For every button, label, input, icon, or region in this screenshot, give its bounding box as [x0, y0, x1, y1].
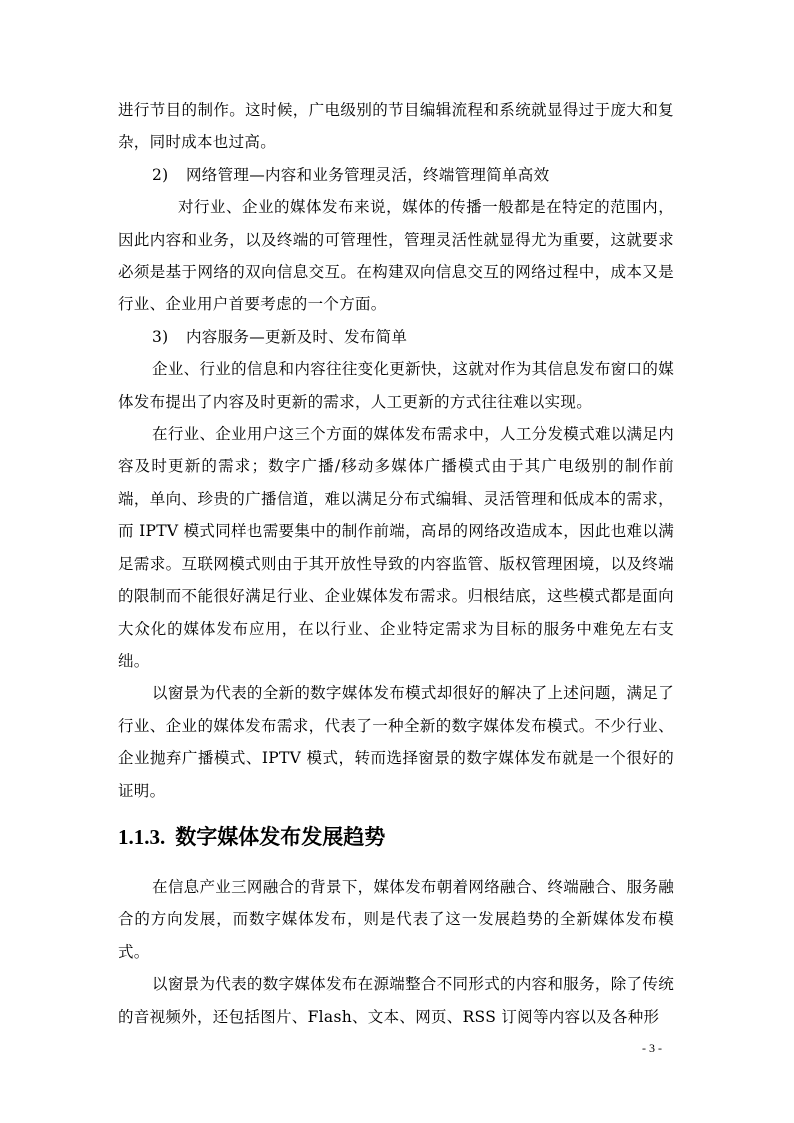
- page-number: - 3 -: [642, 1041, 662, 1055]
- paragraph-continued: 进行节目的制作。这时候，广电级别的节目编辑流程和系统就显得过于庞大和复杂，同时成本也过高。: [118, 101, 674, 152]
- list-item-2: [118, 159, 674, 191]
- paragraph: 以窗景为代表的全新的数字媒体发布模式却很好的解决了上述问题，满足了行业、企业的媒体发布需求，代表了一种全新的数字媒体发布模式。不少行业、企业抛弃广播模式、IPTV 模式，转而选择窗景的数字媒体发布就是一个很好的证明。: [118, 684, 674, 800]
- list-item-text: 内容服务—更新及时、发布简单: [186, 327, 408, 346]
- list-item-3: [118, 321, 674, 353]
- list-item-number: 2): [152, 165, 169, 184]
- paragraph: 在行业、企业用户这三个方面的媒体发布需求中，人工分发模式难以满足内容及时更新的需求；数字广播/移动多媒体广播模式由于其广电级别的制作前端，单向、珍贵的广播信道，难以满足分布式编辑、灵活管理和低成本的需求，而 IPTV 模式同样也需要集中的制作前端，高昂的网络改造成本，因此也难以满足需求。互联网模式则由于其开放性导致的内容监管、版权管理困境，以及终端的限制而不能很好满足行业、企业媒体发布需求。归根结底，这些模式都是面向大众化的媒体发布应用，在以行业、企业特定需求为目标的服务中难免左右支绌。: [118, 425, 674, 670]
- paragraph: 以窗景为代表的数字媒体发布在源端整合不同形式的内容和服务，除了传统的音视频外，还包括图片、Flash、文本、网页、RSS 订阅等内容以及各种形: [118, 975, 674, 1026]
- section-heading: [118, 817, 674, 857]
- section-title: 数字媒体发布发展趋势: [175, 823, 386, 849]
- document-body: [118, 94, 674, 1033]
- paragraph: 对行业、企业的媒体发布来说，媒体的传播一般都是在特定的范围内，因此内容和业务，以及终端的可管理性，管理灵活性就显得尤为重要，这就要求必须是基于网络的双向信息交互。在构建双向信息交互的网络过程中，成本又是行业、企业用户首要考虑的一个方面。: [118, 198, 674, 314]
- list-item-text: 网络管理—内容和业务管理灵活，终端管理简单高效: [186, 165, 550, 184]
- paragraph: 企业、行业的信息和内容往往变化更新快，这就对作为其信息发布窗口的媒体发布提出了内容及时更新的需求，人工更新的方式往往难以实现。: [118, 360, 674, 411]
- paragraph: 在信息产业三网融合的背景下，媒体发布朝着网络融合、终端融合、服务融合的方向发展，而数字媒体发布，则是代表了这一发展趋势的全新媒体发布模式。: [118, 877, 674, 961]
- section-number: 1.1.3.: [118, 824, 166, 849]
- list-item-number: 3): [152, 327, 169, 346]
